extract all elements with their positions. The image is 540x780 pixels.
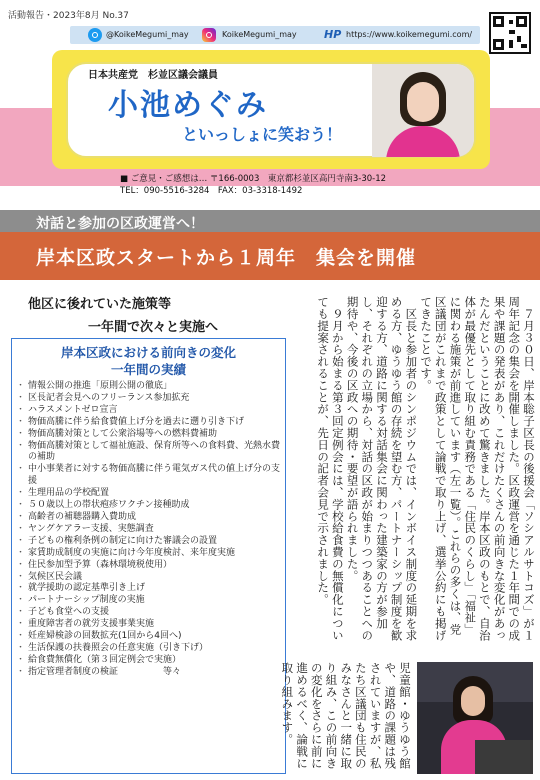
list-item: ・ 情報公開の推進「原則公開の徹底」 bbox=[18, 381, 281, 393]
affiliation: 日本共産党 杉並区議会議員 bbox=[88, 70, 218, 81]
list-item: ・ ハラスメントゼロ宣言 bbox=[18, 405, 281, 417]
list-item: ・ 生活保護の扶養照会の任意実施（引き下げ） bbox=[18, 643, 281, 655]
issue-label: 活動報告・2023年8月 No.37 bbox=[8, 11, 129, 21]
list-item: ・ 子どもの権利条例の制定に向けた審議会の設置 bbox=[18, 536, 281, 548]
list-item: ・ 区長記者会見へのフリーランス参加拡充 bbox=[18, 393, 281, 405]
banner-subtitle: 対話と参加の区政運営へ！ bbox=[36, 216, 204, 232]
list-item: ・ 家賃助成制度の実施に向け今年度検討、来年度実施 bbox=[18, 548, 281, 560]
contact-address: ■ ご意見・ご感想は… 〒166-0003 東京都杉並区高円寺南3-30-12 bbox=[120, 174, 387, 184]
list-item: ・ 物価高騰に伴う給食費値上げ分を過去に遡り引き下げ bbox=[18, 417, 281, 429]
list-item: ・ 気候区民会議 bbox=[18, 572, 281, 584]
portrait-photo bbox=[372, 64, 474, 157]
list-item: ・ 高齢者の補聴器購入費助成 bbox=[18, 512, 281, 524]
list-item: ・ 物価高騰対策として福祉施設、保育所等への食料費、光熱水費の補助 bbox=[18, 441, 281, 465]
subtitle-banner bbox=[0, 210, 540, 232]
event-photo bbox=[417, 662, 533, 774]
list-item: ・ 住民参加型予算（森林環境税使用） bbox=[18, 560, 281, 572]
list-item: ・ ５０歳以上の帯状疱疹ワクチン接種助成 bbox=[18, 500, 281, 512]
article-body: ７月３０日、岸本聡子区長の後援会「ソシアルサトコズ」が１周年記念の集会を開催しました。区政運営を通じた１年間での成果や課題の発表があり、これだけたくさんの前向きな変化があったんだということに改めて驚きました。岸本区政のもとで、自治体が最優先として取り組む責務である「住民のくらし」「福祉」に関わる施策が前進しています（左一覧）。これらの多くは、党区議団がこれまで政策として論戦で取り上げ、選挙公約にも掲げてきたことです。 区長と参加者のシンポジウムでは、インボイス制度の延期を求める方、ゆうゆう館の存続を望む方、パートナーシップ制度を歓迎する方、道路に関する対話集会に関わった建築家の方が参加し、それぞれの立場から、対話の区政が始まりつつあることへの期待や、今後の区政への期待・要望が語られました。 ９月から始まる第３回定例会には、学校給食費の無償化についても提案されることが、先日の記者会見で示されました。 bbox=[316, 296, 536, 642]
list-item: ・ 妊産婦検診の回数拡充(1回から4回へ) bbox=[18, 631, 281, 643]
list-item: ・ 指定管理者制度の検証 等々 bbox=[18, 667, 281, 679]
list-item: ・ パートナーシップ制度の実施 bbox=[18, 595, 281, 607]
qr-code-icon[interactable] bbox=[489, 12, 531, 54]
list-item: ・ 生理用品の学校配置 bbox=[18, 488, 281, 500]
list-item: ・ 就学援助の認定基準引き上げ bbox=[18, 583, 281, 595]
candidate-name: 小池めぐみ bbox=[108, 88, 268, 123]
lead-line-2: 一年間で次々と実施へ bbox=[88, 320, 219, 335]
title-banner bbox=[0, 232, 540, 280]
instagram-handle[interactable]: KoikeMegumi_may bbox=[222, 30, 297, 39]
list-item: ・ 物価高騰対策として公衆浴場等への燃料費補助 bbox=[18, 429, 281, 441]
hp-label: HP bbox=[324, 28, 342, 41]
results-subtitle: 一年間の実績 bbox=[110, 362, 186, 377]
article-closing: 児童館・ゆうゆう館や、道路の課題は残されていますが、私たち区議団も住民のみなさんと一緒に取り組み、この前向きの変化をさらに前に進めるべく、論戦に取り組みます。 bbox=[280, 662, 412, 770]
list-item: ・ 給食費無償化（第３回定例会で実施） bbox=[18, 655, 281, 667]
results-box bbox=[11, 338, 286, 774]
list-item: ・ 重度障害者の就労支援事業実施 bbox=[18, 619, 281, 631]
twitter-icon[interactable] bbox=[88, 28, 102, 42]
slogan: といっしょに笑おう！ bbox=[182, 125, 343, 144]
banner-title: 岸本区政スタートから１周年 集会を開催 bbox=[36, 247, 417, 269]
lead-line-1: 他区に後れていた施策等 bbox=[28, 297, 172, 312]
sns-bar bbox=[70, 26, 480, 44]
twitter-handle[interactable]: @KoikeMegumi_may bbox=[106, 30, 189, 39]
list-item: ・ 子ども食堂への支援 bbox=[18, 607, 281, 619]
results-list bbox=[18, 381, 281, 679]
list-item: ・ ヤングケアラー支援、実態調査 bbox=[18, 524, 281, 536]
contact-info bbox=[120, 173, 386, 197]
list-item: ・ 中小事業者に対する物価高騰に伴う電気ガス代の値上げ分の支援 bbox=[18, 464, 281, 488]
website-link[interactable]: https://www.koikemegumi.com/ bbox=[346, 30, 473, 39]
results-title: 岸本区政における前向きの変化 bbox=[60, 345, 236, 360]
instagram-icon[interactable] bbox=[202, 28, 216, 42]
contact-phone: TEL：090-5516-3284 FAX：03-3318-1492 bbox=[120, 186, 303, 196]
